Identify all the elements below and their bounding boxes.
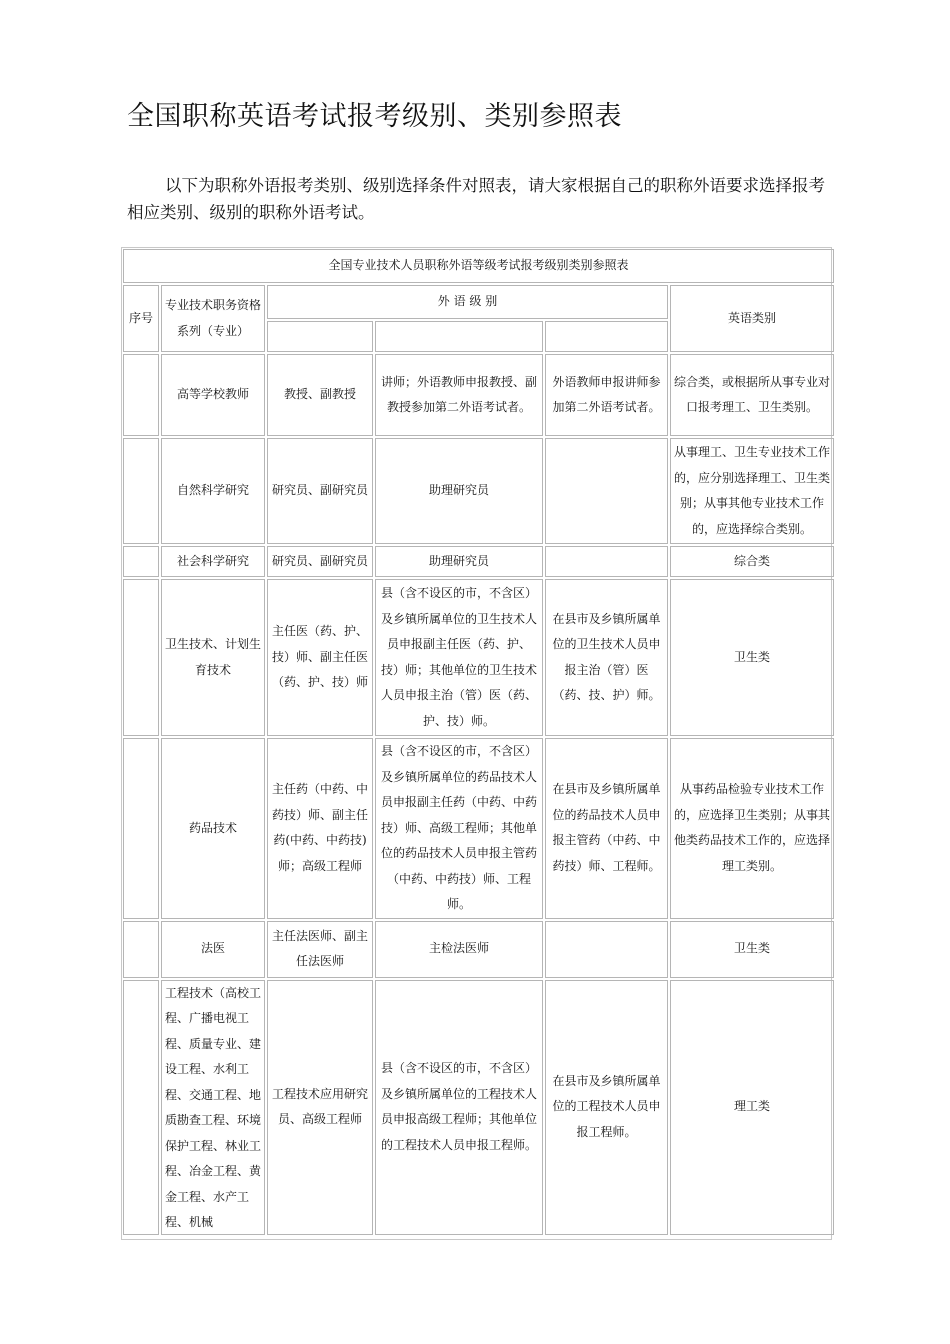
row-category: 卫生类 xyxy=(670,921,834,978)
table-row xyxy=(123,579,834,736)
intro-paragraph: 以下为职称外语报考类别、级别选择条件对照表，请大家根据自己的职称外语要求选择报考相应类别、级别的职称外语考试。 xyxy=(127,176,825,222)
row-level-c xyxy=(545,921,668,978)
row-level-a: 主任医（药、护、技）师、副主任医（药、护、技）师 xyxy=(267,579,373,736)
row-level-b: 县（含不设区的市，不含区）及乡镇所属单位的卫生技术人员申报副主任医（药、护、技）师；其他单位的卫生技术人员申报主治（管）医（药、护、技）师。 xyxy=(375,579,543,736)
row-series: 社会科学研究 xyxy=(161,546,265,577)
page-title: 全国职称英语考试报考级别、类别参照表 xyxy=(127,101,622,132)
row-level-c: 在县市及乡镇所属单位的卫生技术人员申报主治（管）医（药、技、护）师。 xyxy=(545,579,668,736)
row-seq xyxy=(123,546,159,577)
row-level-b: 县（含不设区的市，不含区）及乡镇所属单位的药品技术人员申报副主任药（中药、中药技）师、高级工程师；其他单位的药品技术人员申报主管药（中药、中药技）师、工程师。 xyxy=(375,738,543,919)
caption-row xyxy=(123,249,834,283)
header-seq: 序号 xyxy=(123,285,159,352)
row-seq xyxy=(123,354,159,436)
header-category: 英语类别 xyxy=(670,285,834,352)
row-category: 综合类，或根据所从事专业对口报考理工、卫生类别。 xyxy=(670,354,834,436)
row-series: 高等学校教师 xyxy=(161,354,265,436)
row-level-a: 教授、副教授 xyxy=(267,354,373,436)
row-level-c: 在县市及乡镇所属单位的工程技术人员申报工程师。 xyxy=(545,980,668,1235)
row-seq xyxy=(123,438,159,544)
table-row xyxy=(123,354,834,436)
row-level-a: 研究员、副研究员 xyxy=(267,438,373,544)
row-level-c xyxy=(545,546,668,577)
row-level-b: 助理研究员 xyxy=(375,438,543,544)
table-row xyxy=(123,738,834,919)
row-level-c: 在县市及乡镇所属单位的药品技术人员申报主管药（中药、中药技）师、工程师。 xyxy=(545,738,668,919)
row-seq xyxy=(123,738,159,919)
row-series: 法医 xyxy=(161,921,265,978)
row-level-a: 主任法医师、副主任法医师 xyxy=(267,921,373,978)
row-seq xyxy=(123,579,159,736)
header-series: 专业技术职务资格系列（专业） xyxy=(161,285,265,352)
table-row xyxy=(123,438,834,544)
row-level-b: 县（含不设区的市，不含区）及乡镇所属单位的工程技术人员申报高级工程师；其他单位的工程技术人员申报工程师。 xyxy=(375,980,543,1235)
row-level-c: 外语教师申报讲师参加第二外语考试者。 xyxy=(545,354,668,436)
row-category: 理工类 xyxy=(670,980,834,1235)
row-category: 综合类 xyxy=(670,546,834,577)
table-row xyxy=(123,980,834,1235)
row-category: 从事药品检验专业技术工作的，应选择卫生类别；从事其他类药品技术工作的，应选择理工类别。 xyxy=(670,738,834,919)
row-level-b: 讲师；外语教师申报教授、副教授参加第二外语考试者。 xyxy=(375,354,543,436)
row-level-a: 研究员、副研究员 xyxy=(267,546,373,577)
table-row xyxy=(123,921,834,978)
header-row xyxy=(123,285,834,319)
header-level-a xyxy=(267,321,373,352)
header-level-c xyxy=(545,321,668,352)
row-level-b: 主检法医师 xyxy=(375,921,543,978)
header-levels: 外 语 级 别 xyxy=(267,285,668,319)
row-seq xyxy=(123,921,159,978)
reference-table xyxy=(121,247,836,1237)
row-series: 药品技术 xyxy=(161,738,265,919)
row-series: 工程技术（高校工程、广播电视工程、质量专业、建设工程、水利工程、交通工程、地质勘查工程、环境保护工程、林业工程、冶金工程、黄金工程、水产工程、机械 xyxy=(165,985,261,1229)
table-caption: 全国专业技术人员职称外语等级考试报考级别类别参照表 xyxy=(123,249,834,283)
row-series: 自然科学研究 xyxy=(161,438,265,544)
row-series: 卫生技术、计划生育技术 xyxy=(161,579,265,736)
row-level-a: 工程技术应用研究员、高级工程师 xyxy=(267,980,373,1235)
row-seq xyxy=(123,980,159,1235)
row-category: 卫生类 xyxy=(670,579,834,736)
row-level-c xyxy=(545,438,668,544)
header-level-b xyxy=(375,321,543,352)
row-level-a: 主任药（中药、中药技）师、副主任药(中药、中药技)师；高级工程师 xyxy=(267,738,373,919)
row-category: 从事理工、卫生专业技术工作的，应分别选择理工、卫生类别；从事其他专业技术工作的，应选择综合类别。 xyxy=(670,438,834,544)
table-row xyxy=(123,546,834,577)
row-series-cell xyxy=(161,980,265,1235)
row-level-b: 助理研究员 xyxy=(375,546,543,577)
